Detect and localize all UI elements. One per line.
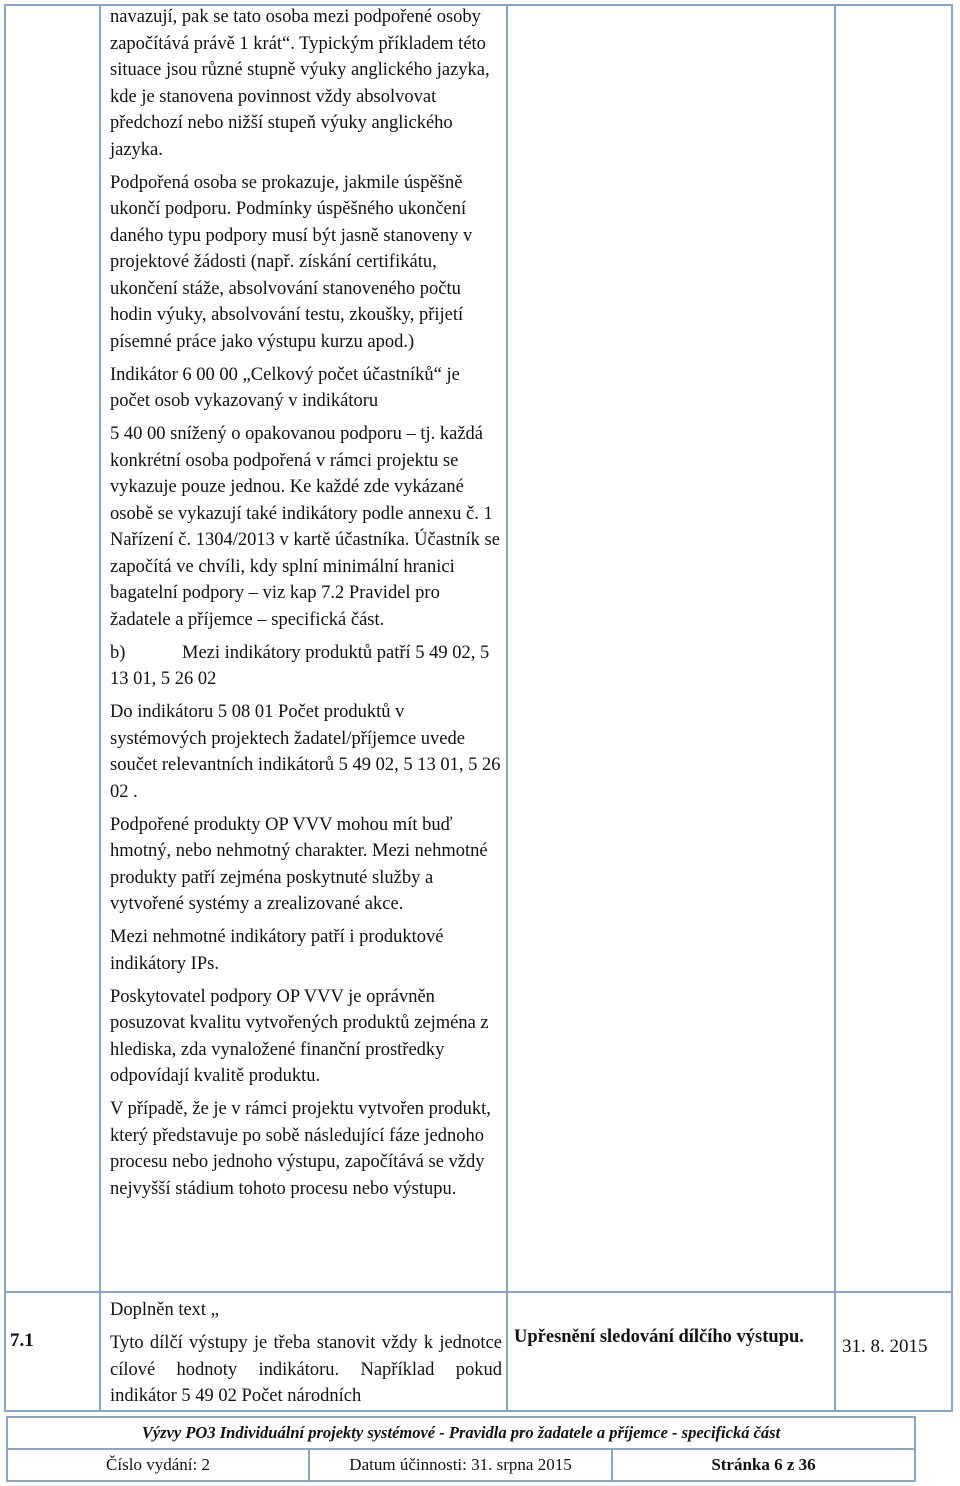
main-text-cell — [110, 4, 502, 1209]
table-border-right — [951, 4, 953, 1412]
footer-issue-number: Číslo vydání: 2 — [106, 1455, 210, 1474]
paragraph-indicator-508: Do indikátoru 5 08 01 Počet produktů v systémových projektech žadatel/příjemce uvede součet relevantních indikátorů 5 49 02, 5 13 01, 5 26 02 . — [110, 702, 501, 802]
paragraph-stages: V případě, že je v rámci projektu vytvořen produkt, který představuje po sobě následující fáze jednoho procesu nebo jednoho výstupu, započítává se vždy nejvyšší stádium tohoto procesu nebo výstupu. — [110, 1099, 491, 1199]
list-item-text: Mezi indikátory produktů patří 5 49 02, 5 13 01, 5 26 02 — [110, 642, 490, 689]
change-row-text — [110, 1297, 502, 1416]
change-body: Tyto dílčí výstupy je třeba stanovit vždy k jednotce cílové hodnoty indikátoru. Například pokud indikátor 5 49 02 Počet národních — [110, 1333, 502, 1406]
paragraph-product-types: Podpořené produkty OP VVV mohou mít buď hmotný, nebo nehmotný charakter. Mezi nehmotné produkty patří zejména poskytnuté služby a vytvořené systémy a zrealizované akce. — [110, 814, 488, 914]
footer-row-divider — [6, 1448, 916, 1450]
paragraph-ips: Mezi nehmotné indikátory patří i produktové indikátory IPs. — [110, 927, 444, 974]
paragraph-product-indicators — [110, 640, 502, 693]
list-marker: b) — [110, 642, 126, 663]
table-column-divider — [506, 4, 508, 1412]
footer-border-right — [914, 1416, 916, 1482]
table-row-divider — [4, 1291, 953, 1293]
change-row-number: 7.1 — [10, 1330, 34, 1351]
footer-effective-date: Datum účinnosti: 31. srpna 2015 — [349, 1455, 572, 1474]
table-column-divider — [99, 4, 101, 1412]
change-date: 31. 8. 2015 — [842, 1336, 928, 1357]
table-border-left — [4, 4, 6, 1412]
change-title: Upřesnění sledování dílčího výstupu. — [514, 1327, 804, 1347]
paragraph-indicator-600: Indikátor 6 00 00 „Celkový počet účastníků“ je počet osob vykazovaný v indikátoru — [110, 364, 460, 411]
footer-title: Výzvy PO3 Individuální projekty systémové - Pravidla pro žadatele a příjemce - specifická část — [141, 1423, 781, 1442]
footer-border-bottom — [6, 1480, 916, 1482]
table-column-divider — [834, 4, 836, 1412]
paragraph-continuation: navazují, pak se tato osoba mezi podpořené osoby započítává právě 1 krát“. Typickým příkladem této situace jsou různé stupně výuky anglického jazyka, kde je stanovena povinnost vždy absolvovat předchozí nebo nižší stupeň výuky anglického jazyka. — [110, 7, 490, 160]
paragraph-support-proof: Podpořená osoba se prokazuje, jakmile úspěšně ukončí podporu. Podmínky úspěšného ukončení daného typu podpory musí být jasně stanoveny v projektové žádosti (např. získání certifikátu, ukončení stáže, absolvování stanoveného počtu hodin výuky, absolvování testu, zkoušky, přijetí písemné práce jako výstupu kurzu apod.) — [110, 172, 473, 352]
change-intro: Doplněn text „ — [110, 1300, 219, 1320]
paragraph-quality: Poskytovatel podpory OP VVV je oprávněn posuzovat kvalitu vytvořených produktů zejména z hlediska, zda vynaložené finanční prostředky odpovídají kvalitě produktu. — [110, 986, 489, 1086]
footer-border-top — [6, 1416, 916, 1418]
footer-page-number: Stránka 6 z 36 — [711, 1455, 816, 1474]
paragraph-indicator-540: 5 40 00 snížený o opakovanou podporu – tj. každá konkrétní osoba podpořená v rámci projektu se vykazuje pouze jednou. Ke každé zde vykázané osobě se vykazují také indikátory podle annexu č. 1 Nařízení č. 1304/2013 v kartě účastníka. Účastník se započítá ve chvíli, kdy splní minimální hranici bagatelní podpory – viz kap 7.2 Pravidel pro žadatele a příjemce – specifická část. — [110, 424, 500, 630]
